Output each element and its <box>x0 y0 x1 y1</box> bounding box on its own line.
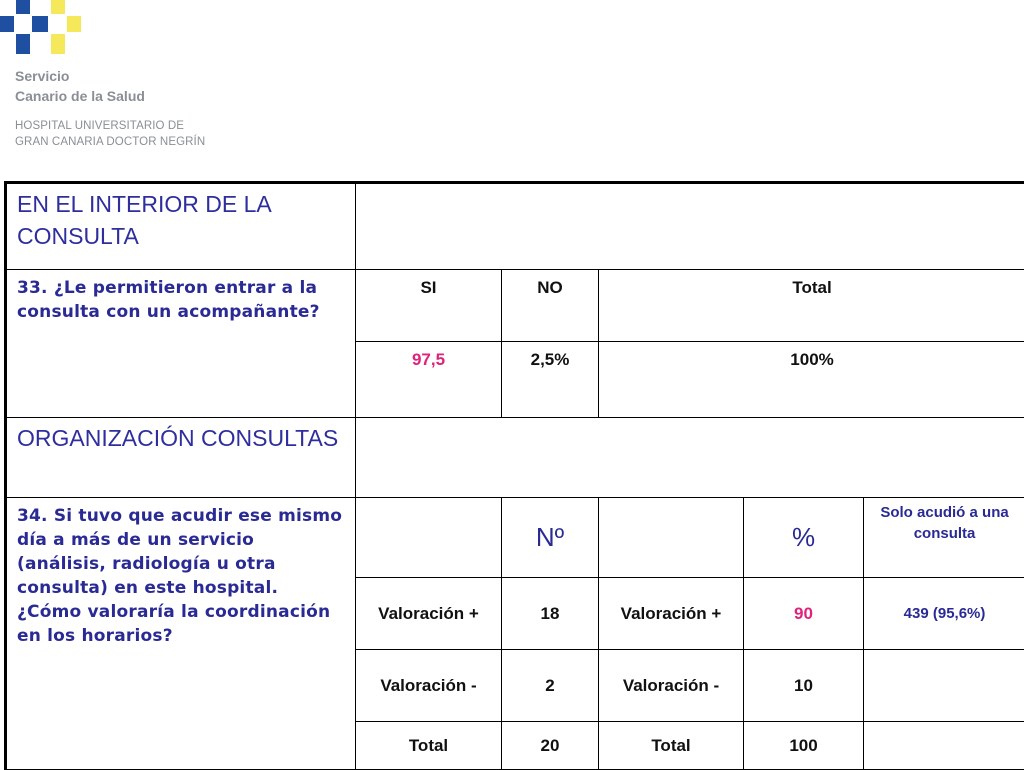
col-header-no: NO <box>502 270 599 342</box>
question-33: 33. ¿Le permitieron entrar a la consulta con un acompañante? <box>6 270 356 418</box>
total-percent: 100 <box>744 722 864 770</box>
value-no: 2,5% <box>502 342 599 418</box>
empty-cell <box>356 418 1024 498</box>
organization-name <box>15 66 145 106</box>
row-label: Valoración + <box>356 578 502 650</box>
row-label: Valoración - <box>356 650 502 722</box>
org-line-1: Servicio <box>15 66 145 86</box>
value-si: 97,5 <box>356 342 502 418</box>
row-label: Valoración - <box>599 650 744 722</box>
survey-results-table <box>4 181 1024 770</box>
row-note: 439 (95,6%) <box>864 578 1024 650</box>
section-title-organizacion: ORGANIZACIÓN CONSULTAS <box>6 418 356 498</box>
question-34: 34. Si tuvo que acudir ese mismo día a más de un servicio (análisis, radiología u otra consulta) en este hospital. ¿Cómo valoraría la coordinación en los horarios? <box>6 498 356 770</box>
row-label: Valoración + <box>599 578 744 650</box>
col-header-si: SI <box>356 270 502 342</box>
section-title-consulta: EN EL INTERIOR DE LA CONSULTA <box>6 183 356 270</box>
empty-cell <box>356 498 502 578</box>
row-count: 18 <box>502 578 599 650</box>
row-count: 2 <box>502 650 599 722</box>
scs-logo <box>0 0 82 58</box>
empty-cell <box>599 498 744 578</box>
row-note <box>864 650 1024 722</box>
row-percent: 10 <box>744 650 864 722</box>
total-label: Total <box>599 722 744 770</box>
col-header-note: Solo acudió a una consulta <box>864 498 1024 578</box>
hospital-line-2: GRAN CANARIA DOCTOR NEGRÍN <box>15 134 205 150</box>
total-count: 20 <box>502 722 599 770</box>
col-header-total: Total <box>599 270 1024 342</box>
org-line-2: Canario de la Salud <box>15 86 145 106</box>
col-header-n: Nº <box>502 498 599 578</box>
value-total: 100% <box>599 342 1024 418</box>
total-label: Total <box>356 722 502 770</box>
row-note <box>864 722 1024 770</box>
hospital-name <box>15 118 205 150</box>
empty-cell <box>356 183 1024 270</box>
row-percent: 90 <box>744 578 864 650</box>
hospital-line-1: HOSPITAL UNIVERSITARIO DE <box>15 118 205 134</box>
col-header-pct: % <box>744 498 864 578</box>
